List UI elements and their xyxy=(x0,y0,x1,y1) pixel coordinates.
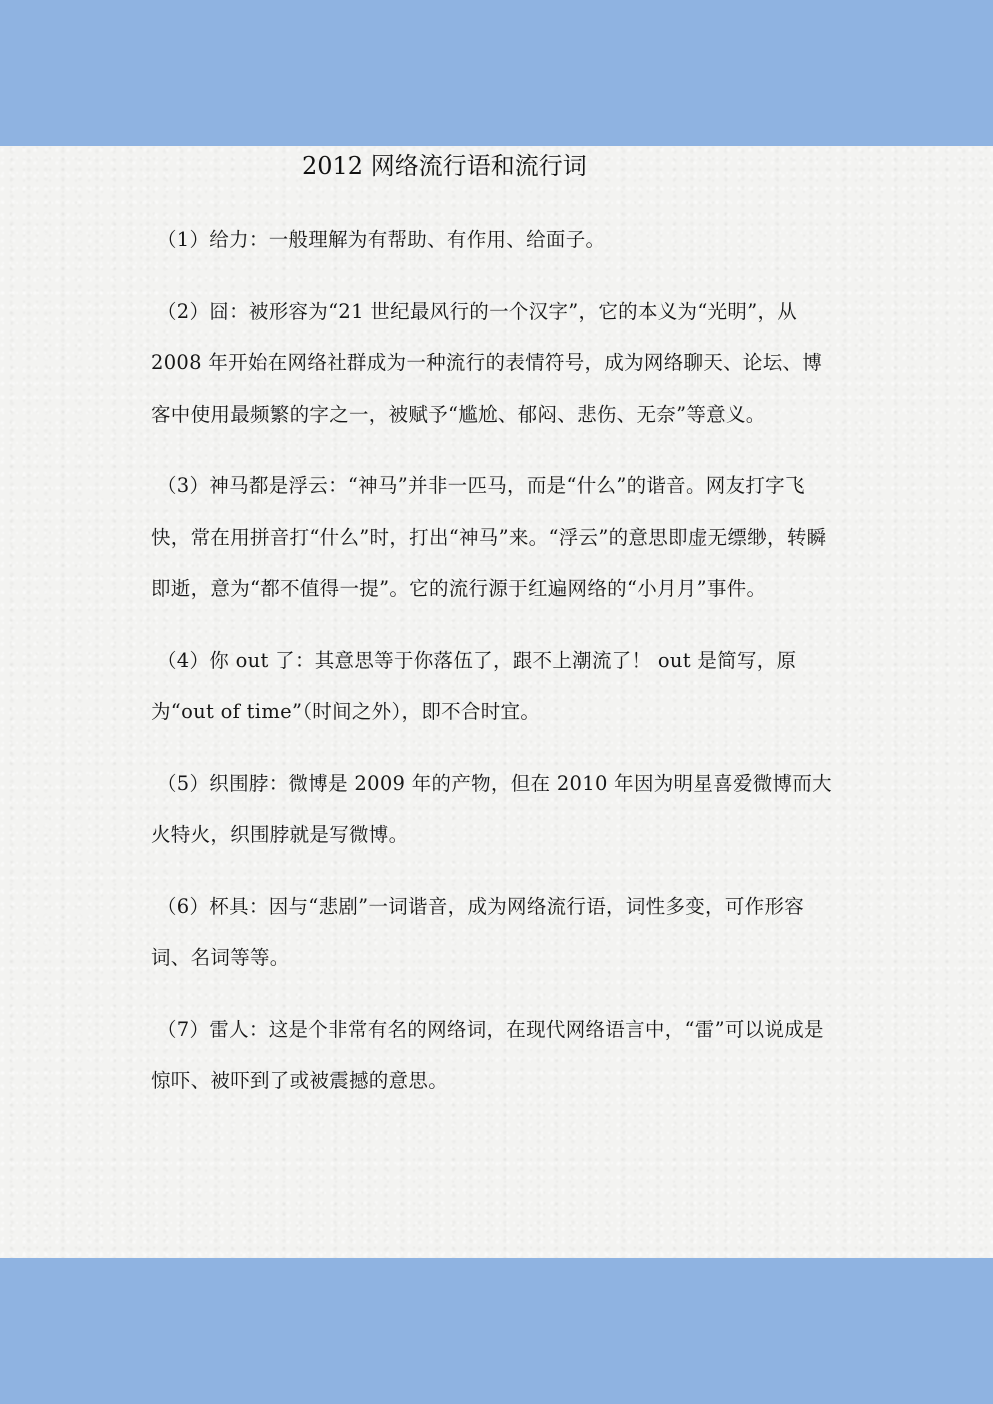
list-item-ni-out-le: （4）你 out 了：其意思等于你落伍了，跟不上潮流了！ out 是简写，原为“out of time”（时间之外），即不合时宜。 xyxy=(151,648,797,723)
top-blue-band xyxy=(0,0,993,146)
document-title: 2012 网络流行语和流行词 xyxy=(302,152,587,180)
list-item-shenma-fuyun: （3）神马都是浮云：“神马”并非一匹马，而是“什么”的谐音。网友打字飞快，常在用拼音打“什么”时，打出“神马”来。“浮云”的意思即虚无缥缈，转瞬即逝，意为“都不值得一提”。它的流行源于红遍网络的“小月月”事件。 xyxy=(151,474,827,600)
list-item-jiong: （2）囧：被形容为“21 世纪最风行的一个汉字”，它的本义为“光明”，从 2008 年开始在网络社群成为一种流行的表情符号，成为网络聊天、论坛、博客中使用最频繁的字之一，被赋予“尴尬、郁闷、悲伤、无奈”等意义。 xyxy=(151,299,823,426)
list-item-zhi-weibo: （5）织围脖：微博是 2009 年的产物，但在 2010 年因为明星喜爱微博而大火特火，织围脖就是写微博。 xyxy=(151,771,832,846)
document-body xyxy=(151,214,841,1127)
list-item-beiju: （6）杯具：因与“悲剧”一词谐音，成为网络流行语，词性多变，可作形容词、名词等等。 xyxy=(151,894,805,969)
bottom-blue-band xyxy=(0,1258,993,1404)
list-item-geili: （1）给力：一般理解为有帮助、有作用、给面子。 xyxy=(157,228,606,251)
list-item-leiren: （7）雷人：这是个非常有名的网络词，在现代网络语言中，“雷”可以说成是惊吓、被吓到了或被震撼的意思。 xyxy=(151,1017,824,1092)
